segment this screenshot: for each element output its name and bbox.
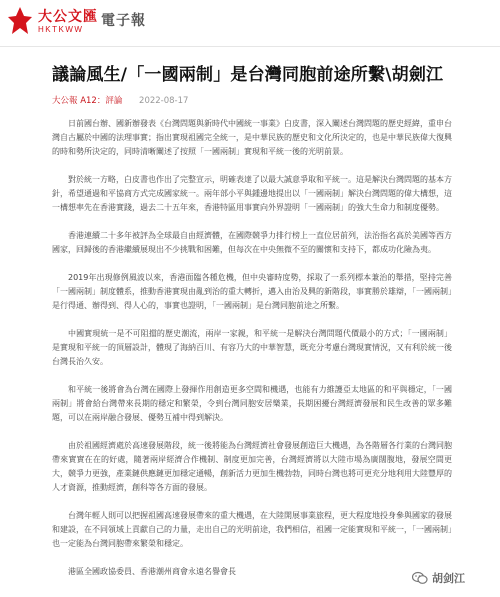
- brand-name-cn: 大公文匯: [38, 9, 98, 25]
- watermark: [412, 569, 465, 587]
- article-source[interactable]: 大公報 A12：評論: [52, 96, 123, 106]
- paragraph-6: 和平統一後將會為台灣在國際上發揮作用創造更多空間和機遇，也能有力維護亞太地區的和平與穩定，「一國兩制」將會給台灣帶來長期的穩定和繁榮，令到台灣同胞安居樂業，長期困擾台灣經濟發展和民生改善的眾多難題，可以在兩岸融合發展、優勢互補中得到解決。: [52, 385, 452, 422]
- logo-icon: [8, 6, 32, 36]
- wechat-icon: [412, 571, 428, 585]
- paragraph-7: 由於祖國經濟處於高速發展階段，統一後將能為台灣經濟社會發展創造巨大機遇，為各階層各行業的台灣同胞帶來實實在在的好處，隨著兩岸經濟合作機制、制度更加完善，台灣經濟將以大陸市場為廣闊腹地，發展空間更大，競爭力更強，產業鏈供應鏈更加穩定通暢，創新活力更加生機勃勃，同時台灣也將可更充分地利用大陸豐厚的人才資源，推動經濟，創科等各方面的發展。: [52, 441, 452, 492]
- paragraph-4: 2019年出現修例風波以來，香港面臨各種危機，但中央審時度勢，採取了一系列標本兼治的舉措，堅持完善「一國兩制」制度體系，推動香港實現由亂到治的重大轉折，邁入由治及興的新階段，事實勝於雄辯，「一國兩制」是行得通、辦得到、得人心的，事實也證明，「一國兩制」是台灣同胞前途之所繫。: [52, 273, 452, 310]
- masthead: [0, 0, 500, 47]
- paragraph-8: 台灣年輕人則可以把握祖國高速發展帶來的重大機遇，在大陸開展事業旅程，更大程度地投身參與國家的發展和建設，在不同領域上貢獻自己的力量，走出自己的光明前途，我們相信，祖國一定能實現和平統一，「一國兩制」也一定能為台灣同胞帶來繁榮和穩定。: [52, 511, 452, 548]
- section-label: 電子報: [101, 13, 146, 29]
- article-body: [52, 117, 452, 593]
- paragraph-2: 對於統一方略，白皮書也作出了完整宣示，明確表達了以最大誠意爭取和平統一。這是解決台灣問題的基本方針，希望通過和平協商方式完成國家統一。兩年部小平與鍾邊地提出以「一國兩制」解決台灣問題的偉大構想，這一構想率先在香港實踐，過去二十五年來，香港特區用事實向外界證明「一國兩制」的強大生命力和制度優勢。: [52, 175, 452, 212]
- paragraph-5: 中國實現統一是不可阻擋的歷史潮流，兩岸一家親，和平統一是解決台灣問題代價最小的方式；「一國兩制」是實現和平統一的頂層設計，體現了海納百川、有容乃大的中華智慧，既充分考慮台灣現實情況，又有利於統一後台灣長治久安。: [52, 329, 452, 366]
- brand-name-en: HKTKWW: [38, 25, 84, 34]
- watermark-text: 胡剑江: [432, 572, 465, 585]
- paragraph-1: 日前國台辦、國新辦發表《台灣問題與新時代中國統一事業》白皮書，深入闡述台灣問題的歷史經緯，重申台灣自古屬於中國的法理事實；指出實現祖國完全統一，是中華民族的歷史和文化所決定的，也是中華民族偉大復興的時和勢所決定的，同時清晰闡述了按照「一國兩制」實現和平統一後的光明前景。: [52, 119, 452, 156]
- article-title: 議論風生/「一國兩制」是台灣同胞前途所繫\胡劍江: [52, 65, 444, 85]
- paragraph-3: 香港連續二十多年被評為全球最自由經濟體，在國際競爭力排行榜上一直位居前列，法治指名高於美國等西方國家，回歸後的香港繼續展現出不少挑戰和困難，但每次在中央無微不至的關懷和支持下，都成功化險為夷。: [52, 231, 452, 254]
- article-meta: [52, 94, 188, 106]
- author-title: 港區全國政協委員、香港潮州商會永遠名譽會長: [68, 567, 236, 576]
- article-date: 2022-08-17: [139, 96, 189, 106]
